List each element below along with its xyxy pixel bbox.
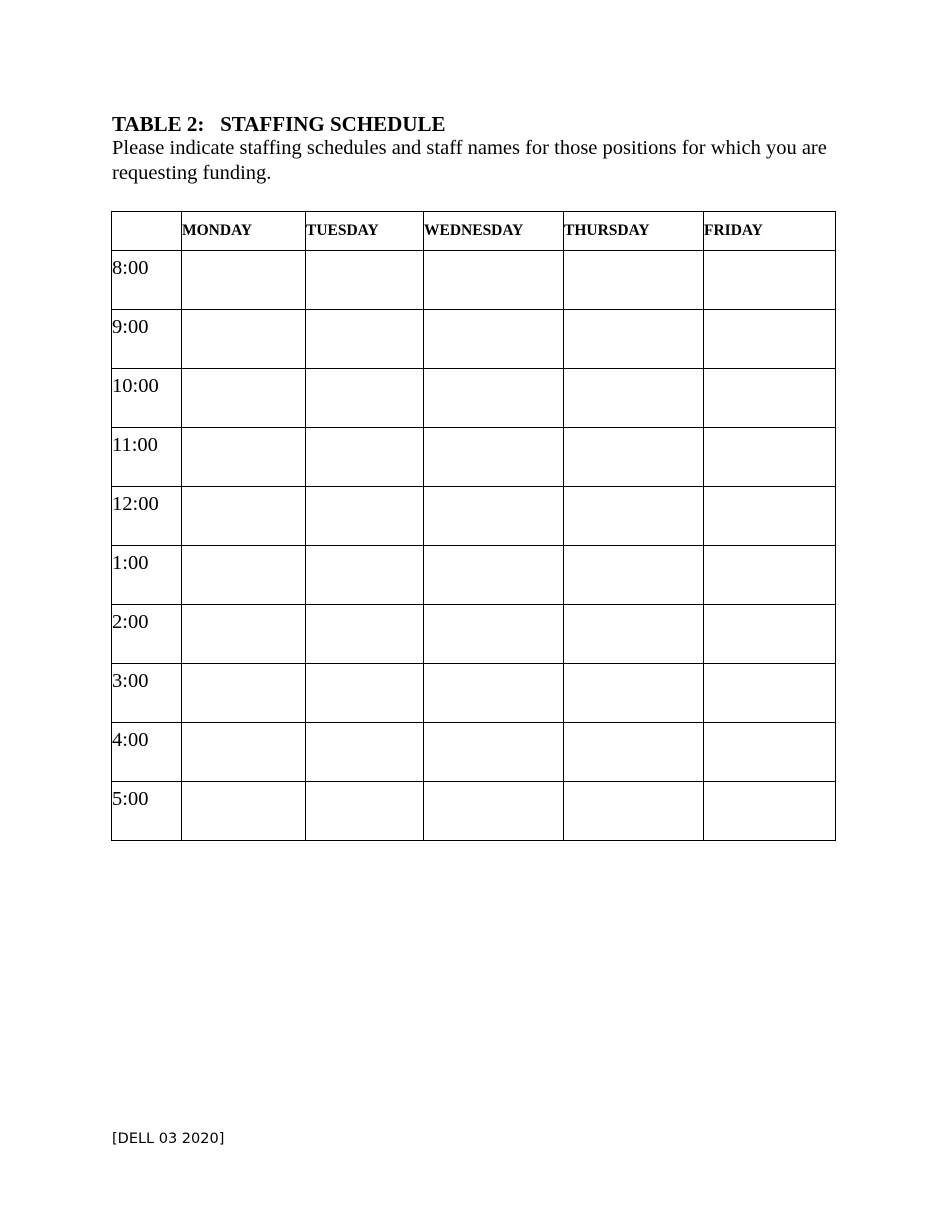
schedule-cell-wednesday[interactable]: [424, 369, 564, 428]
day-header-thursday: THURSDAY: [564, 212, 704, 251]
schedule-cell-tuesday[interactable]: [306, 428, 424, 487]
table-row: [112, 664, 836, 723]
day-header-wednesday: WEDNESDAY: [424, 212, 564, 251]
time-label: 1:00: [112, 546, 182, 605]
time-label: 5:00: [112, 782, 182, 841]
day-header-friday: FRIDAY: [704, 212, 836, 251]
schedule-cell-monday[interactable]: [182, 251, 306, 310]
schedule-cell-friday[interactable]: [704, 546, 836, 605]
schedule-cell-monday[interactable]: [182, 605, 306, 664]
time-label: 9:00: [112, 310, 182, 369]
time-label: 4:00: [112, 723, 182, 782]
table-row: [112, 546, 836, 605]
schedule-cell-thursday[interactable]: [564, 310, 704, 369]
table-row: [112, 251, 836, 310]
schedule-cell-thursday[interactable]: [564, 428, 704, 487]
schedule-cell-tuesday[interactable]: [306, 546, 424, 605]
schedule-cell-friday[interactable]: [704, 487, 836, 546]
schedule-cell-tuesday[interactable]: [306, 782, 424, 841]
schedule-cell-tuesday[interactable]: [306, 251, 424, 310]
time-label: 10:00: [112, 369, 182, 428]
schedule-cell-thursday[interactable]: [564, 782, 704, 841]
table-row: [112, 782, 836, 841]
time-label: 3:00: [112, 664, 182, 723]
schedule-cell-thursday[interactable]: [564, 487, 704, 546]
schedule-cell-monday[interactable]: [182, 723, 306, 782]
instructions-text: Please indicate staffing schedules and staff names for those positions for which you are requesting funding.: [112, 137, 827, 184]
table-row: [112, 369, 836, 428]
table-row: [112, 723, 836, 782]
schedule-cell-wednesday[interactable]: [424, 664, 564, 723]
schedule-cell-monday[interactable]: [182, 664, 306, 723]
schedule-cell-thursday[interactable]: [564, 605, 704, 664]
schedule-cell-tuesday[interactable]: [306, 723, 424, 782]
schedule-cell-tuesday[interactable]: [306, 487, 424, 546]
schedule-cell-friday[interactable]: [704, 723, 836, 782]
table-row: [112, 487, 836, 546]
schedule-cell-monday[interactable]: [182, 487, 306, 546]
schedule-cell-monday[interactable]: [182, 428, 306, 487]
header-row: [112, 212, 836, 251]
schedule-cell-tuesday[interactable]: [306, 369, 424, 428]
schedule-cell-wednesday[interactable]: [424, 428, 564, 487]
schedule-cell-monday[interactable]: [182, 310, 306, 369]
schedule-cell-monday[interactable]: [182, 782, 306, 841]
schedule-body: [112, 251, 836, 841]
corner-cell: [112, 212, 182, 251]
table-row: [112, 310, 836, 369]
schedule-cell-monday[interactable]: [182, 546, 306, 605]
time-label: 12:00: [112, 487, 182, 546]
schedule-cell-wednesday[interactable]: [424, 546, 564, 605]
table-row: [112, 605, 836, 664]
day-header-monday: MONDAY: [182, 212, 306, 251]
day-header-tuesday: TUESDAY: [306, 212, 424, 251]
table-row: [112, 428, 836, 487]
schedule-cell-friday[interactable]: [704, 664, 836, 723]
schedule-cell-wednesday[interactable]: [424, 605, 564, 664]
time-label: 8:00: [112, 251, 182, 310]
schedule-cell-thursday[interactable]: [564, 546, 704, 605]
staffing-schedule-table: [111, 211, 836, 841]
schedule-cell-wednesday[interactable]: [424, 251, 564, 310]
schedule-cell-tuesday[interactable]: [306, 605, 424, 664]
schedule-cell-wednesday[interactable]: [424, 723, 564, 782]
schedule-cell-friday[interactable]: [704, 605, 836, 664]
schedule-cell-thursday[interactable]: [564, 723, 704, 782]
schedule-cell-wednesday[interactable]: [424, 782, 564, 841]
schedule-cell-friday[interactable]: [704, 782, 836, 841]
schedule-cell-tuesday[interactable]: [306, 310, 424, 369]
footer-code: [DELL 03 2020]: [112, 1131, 225, 1147]
schedule-cell-thursday[interactable]: [564, 369, 704, 428]
page-title: TABLE 2: STAFFING SCHEDULE: [112, 112, 446, 136]
schedule-cell-thursday[interactable]: [564, 664, 704, 723]
schedule-cell-monday[interactable]: [182, 369, 306, 428]
time-label: 11:00: [112, 428, 182, 487]
schedule-cell-wednesday[interactable]: [424, 310, 564, 369]
schedule-cell-tuesday[interactable]: [306, 664, 424, 723]
schedule-cell-thursday[interactable]: [564, 251, 704, 310]
time-label: 2:00: [112, 605, 182, 664]
schedule-cell-friday[interactable]: [704, 251, 836, 310]
schedule-cell-friday[interactable]: [704, 369, 836, 428]
schedule-cell-friday[interactable]: [704, 310, 836, 369]
schedule-cell-friday[interactable]: [704, 428, 836, 487]
schedule-cell-wednesday[interactable]: [424, 487, 564, 546]
